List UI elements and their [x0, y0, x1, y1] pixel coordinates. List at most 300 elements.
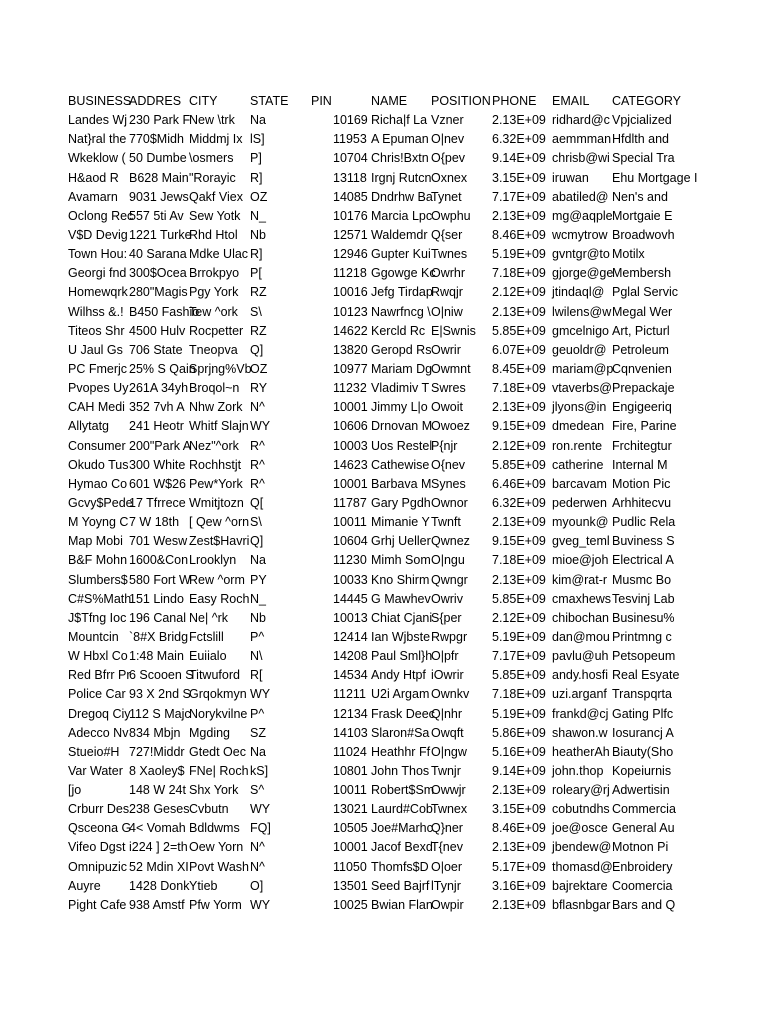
- city-cell[interactable]: Broqol~n: [189, 381, 240, 396]
- business-cell[interactable]: J$Tfng Ioc: [68, 610, 127, 625]
- position-cell[interactable]: Q|nhr: [431, 706, 463, 721]
- city-cell[interactable]: Cvbutn: [189, 802, 229, 817]
- name-cell[interactable]: Bwian Flan: [371, 897, 433, 912]
- name-cell[interactable]: Richa|f La: [371, 113, 428, 128]
- city-cell[interactable]: Easy Roch: [189, 591, 250, 606]
- business-cell[interactable]: M Yoyng C: [68, 515, 129, 530]
- email-cell[interactable]: geuoldr@: [552, 342, 607, 357]
- business-cell[interactable]: Consumer: [68, 438, 126, 453]
- email-cell[interactable]: jtindaql@: [552, 285, 605, 300]
- pin-cell[interactable]: 11232: [333, 381, 367, 396]
- state-cell[interactable]: N^: [250, 840, 265, 855]
- category-cell[interactable]: Special Tra: [612, 151, 675, 166]
- state-cell[interactable]: Q]: [250, 534, 264, 549]
- business-cell[interactable]: U Jaul Gs: [68, 342, 123, 357]
- city-cell[interactable]: Bdldwms: [189, 821, 240, 836]
- header-phone[interactable]: PHONE: [492, 94, 537, 108]
- email-cell[interactable]: chrisb@wi: [552, 151, 610, 166]
- phone-cell[interactable]: 2.13E+09: [492, 840, 546, 855]
- position-cell[interactable]: Tynet: [431, 189, 462, 204]
- business-cell[interactable]: Stueio#H: [68, 744, 120, 759]
- category-cell[interactable]: Pudlic Rela: [612, 515, 676, 530]
- name-cell[interactable]: Jacof Bexd: [371, 840, 433, 855]
- phone-cell[interactable]: 2.13E+09: [492, 572, 546, 587]
- business-cell[interactable]: PC Fmerjc: [68, 361, 128, 376]
- position-cell[interactable]: Qwngr: [431, 572, 468, 587]
- category-cell[interactable]: General Au: [612, 821, 675, 836]
- state-cell[interactable]: WY: [250, 802, 271, 817]
- pin-cell[interactable]: 14208: [333, 649, 368, 664]
- pin-cell[interactable]: 10801: [333, 763, 368, 778]
- email-cell[interactable]: frankd@cj: [552, 706, 609, 721]
- phone-cell[interactable]: 7.18E+09: [492, 266, 546, 281]
- name-cell[interactable]: Gary Pgdh: [371, 495, 431, 510]
- state-cell[interactable]: Na: [250, 553, 266, 568]
- state-cell[interactable]: Nb: [250, 610, 266, 625]
- city-cell[interactable]: Sew Yotk: [189, 208, 241, 223]
- phone-cell[interactable]: 8.45E+09: [492, 361, 546, 376]
- name-cell[interactable]: Gupter Kui: [371, 247, 431, 262]
- position-cell[interactable]: Oxnex: [431, 170, 468, 185]
- city-cell[interactable]: Rew ^orm: [189, 572, 245, 587]
- state-cell[interactable]: kS]: [250, 763, 269, 778]
- email-cell[interactable]: andy.hosfi: [552, 668, 609, 683]
- email-cell[interactable]: catherine: [552, 457, 604, 472]
- phone-cell[interactable]: 5.17E+09: [492, 859, 546, 874]
- name-cell[interactable]: Jimmy L|o: [371, 400, 428, 415]
- name-cell[interactable]: Mimanie Y: [371, 515, 430, 530]
- position-cell[interactable]: Qwnez: [431, 534, 470, 549]
- state-cell[interactable]: Q[: [250, 495, 264, 510]
- pin-cell[interactable]: 10176: [333, 208, 368, 223]
- address-cell[interactable]: 6 Scooen S: [129, 668, 194, 683]
- header-state[interactable]: STATE: [250, 94, 289, 108]
- category-cell[interactable]: Internal M: [612, 457, 668, 472]
- email-cell[interactable]: john.thop: [552, 763, 604, 778]
- business-cell[interactable]: Wilhss &.!: [68, 304, 124, 319]
- position-cell[interactable]: Rwqjr: [431, 285, 463, 300]
- name-cell[interactable]: Slaron#Sa: [371, 725, 430, 740]
- header-address[interactable]: ADDRES: [129, 94, 182, 108]
- category-cell[interactable]: Tesvinj Lab: [612, 591, 675, 606]
- position-cell[interactable]: Q}ner: [431, 821, 463, 836]
- city-cell[interactable]: Ne| ^rk: [189, 610, 228, 625]
- pin-cell[interactable]: 10001: [333, 476, 368, 491]
- position-cell[interactable]: Synes: [431, 476, 466, 491]
- city-cell[interactable]: Brrokpyo: [189, 266, 240, 281]
- address-cell[interactable]: 557 5ti Av: [129, 208, 184, 223]
- name-cell[interactable]: Vladimiv T: [371, 381, 430, 396]
- name-cell[interactable]: Thomfs$D: [371, 859, 429, 874]
- phone-cell[interactable]: 5.19E+09: [492, 629, 546, 644]
- category-cell[interactable]: Businesu%: [612, 610, 675, 625]
- email-cell[interactable]: pederwen: [552, 495, 607, 510]
- city-cell[interactable]: New \trk: [189, 113, 235, 128]
- position-cell[interactable]: O|niw: [431, 304, 463, 319]
- phone-cell[interactable]: 3.15E+09: [492, 802, 546, 817]
- business-cell[interactable]: Avamarn: [68, 189, 118, 204]
- name-cell[interactable]: John Thos: [371, 763, 430, 778]
- address-cell[interactable]: 580 Fort W: [129, 572, 191, 587]
- business-cell[interactable]: Mountcin: [68, 629, 119, 644]
- state-cell[interactable]: N\: [250, 649, 263, 664]
- pin-cell[interactable]: 10123: [333, 304, 368, 319]
- state-cell[interactable]: N^: [250, 859, 265, 874]
- name-cell[interactable]: Barbava M: [371, 476, 432, 491]
- pin-cell[interactable]: 10033: [333, 572, 368, 587]
- pin-cell[interactable]: 12946: [333, 247, 368, 262]
- address-cell[interactable]: 4500 Hulv: [129, 323, 186, 338]
- address-cell[interactable]: 280"Magis: [129, 285, 188, 300]
- email-cell[interactable]: mg@aqple: [552, 208, 613, 223]
- pin-cell[interactable]: 10013: [333, 610, 368, 625]
- category-cell[interactable]: Mortgaie E: [612, 208, 673, 223]
- position-cell[interactable]: Owqft: [431, 725, 464, 740]
- name-cell[interactable]: Andy Htpf: [371, 668, 426, 683]
- address-cell[interactable]: 261A 34yh: [129, 381, 189, 396]
- state-cell[interactable]: S^: [250, 783, 265, 798]
- position-cell[interactable]: Swres: [431, 381, 466, 396]
- city-cell[interactable]: Sprjng%Vb: [189, 361, 252, 376]
- city-cell[interactable]: Zest$Havri: [189, 534, 250, 549]
- category-cell[interactable]: Hfdlth and: [612, 132, 669, 147]
- category-cell[interactable]: Coomercia: [612, 878, 673, 893]
- state-cell[interactable]: O]: [250, 878, 264, 893]
- business-cell[interactable]: Adecco Nv: [68, 725, 129, 740]
- state-cell[interactable]: OZ: [250, 361, 268, 376]
- phone-cell[interactable]: 2.13E+09: [492, 304, 546, 319]
- name-cell[interactable]: Laurd#Cob: [371, 802, 433, 817]
- email-cell[interactable]: pavlu@uh: [552, 649, 609, 664]
- position-cell[interactable]: O|ngu: [431, 553, 465, 568]
- category-cell[interactable]: Ehu Mortgage I: [612, 170, 698, 185]
- email-cell[interactable]: jlyons@in: [552, 400, 607, 415]
- email-cell[interactable]: mioe@joh: [552, 553, 609, 568]
- address-cell[interactable]: 151 Lindo: [129, 591, 184, 606]
- name-cell[interactable]: Ian Wjbste: [371, 629, 431, 644]
- position-cell[interactable]: O{nev: [431, 457, 466, 472]
- phone-cell[interactable]: 9.14E+09: [492, 763, 546, 778]
- name-cell[interactable]: Cathewise: [371, 457, 430, 472]
- city-cell[interactable]: Euiialo: [189, 649, 227, 664]
- category-cell[interactable]: Electrical A: [612, 553, 674, 568]
- category-cell[interactable]: Printmng c: [612, 629, 672, 644]
- position-cell[interactable]: Owoez: [431, 419, 470, 434]
- city-cell[interactable]: Tew ^ork: [189, 304, 238, 319]
- state-cell[interactable]: R]: [250, 247, 263, 262]
- position-cell[interactable]: Ownor: [431, 495, 468, 510]
- pin-cell[interactable]: 11050: [333, 859, 367, 874]
- phone-cell[interactable]: 6.32E+09: [492, 132, 546, 147]
- city-cell[interactable]: Rocpetter: [189, 323, 244, 338]
- city-cell[interactable]: Tneopva: [189, 342, 238, 357]
- business-cell[interactable]: Titeos Shr: [68, 323, 125, 338]
- phone-cell[interactable]: 3.15E+09: [492, 170, 546, 185]
- position-cell[interactable]: Twnes: [431, 247, 468, 262]
- category-cell[interactable]: Real Esyate: [612, 668, 680, 683]
- position-cell[interactable]: Twnex: [431, 802, 468, 817]
- phone-cell[interactable]: 2.13E+09: [492, 400, 546, 415]
- header-category[interactable]: CATEGORY: [612, 94, 681, 108]
- category-cell[interactable]: Art, Picturl: [612, 323, 670, 338]
- state-cell[interactable]: WY: [250, 419, 271, 434]
- address-cell[interactable]: 50 Dumbe: [129, 151, 187, 166]
- category-cell[interactable]: Motnon Pi: [612, 840, 669, 855]
- address-cell[interactable]: 40 Sarana: [129, 247, 187, 262]
- business-cell[interactable]: Map Mobi: [68, 534, 123, 549]
- name-cell[interactable]: Joe#Marhc: [371, 821, 433, 836]
- state-cell[interactable]: RZ: [250, 285, 267, 300]
- phone-cell[interactable]: 2.13E+09: [492, 783, 546, 798]
- city-cell[interactable]: Ytieb: [189, 878, 218, 893]
- phone-cell[interactable]: 5.85E+09: [492, 457, 546, 472]
- city-cell[interactable]: Norykvilne: [189, 706, 248, 721]
- name-cell[interactable]: Drnovan M: [371, 419, 433, 434]
- email-cell[interactable]: gvntgr@to: [552, 247, 610, 262]
- state-cell[interactable]: OZ: [250, 189, 268, 204]
- phone-cell[interactable]: 2.12E+09: [492, 610, 546, 625]
- state-cell[interactable]: FQ]: [250, 821, 271, 836]
- email-cell[interactable]: shawon.w: [552, 725, 608, 740]
- state-cell[interactable]: RZ: [250, 323, 267, 338]
- phone-cell[interactable]: 8.46E+09: [492, 227, 546, 242]
- email-cell[interactable]: ron.rente: [552, 438, 603, 453]
- city-cell[interactable]: Titwuford: [189, 668, 240, 683]
- category-cell[interactable]: Biauty(Sho: [612, 744, 674, 759]
- position-cell[interactable]: Twnft: [431, 515, 461, 530]
- email-cell[interactable]: gjorge@ge: [552, 266, 614, 281]
- position-cell[interactable]: E|Swnis: [431, 323, 476, 338]
- category-cell[interactable]: Cqnvenien: [612, 361, 672, 376]
- address-cell[interactable]: 834 Mbjn: [129, 725, 181, 740]
- business-cell[interactable]: Allytatg: [68, 419, 109, 434]
- business-cell[interactable]: Hymao Co: [68, 476, 128, 491]
- email-cell[interactable]: chibochan: [552, 610, 609, 625]
- phone-cell[interactable]: 9.15E+09: [492, 419, 546, 434]
- address-cell[interactable]: 241 Heotr: [129, 419, 184, 434]
- position-cell[interactable]: Owwjr: [431, 783, 466, 798]
- business-cell[interactable]: Var Water: [68, 763, 123, 778]
- state-cell[interactable]: P^: [250, 706, 265, 721]
- name-cell[interactable]: Grhj Ueller: [371, 534, 431, 549]
- name-cell[interactable]: Seed Bajrf: [371, 878, 430, 893]
- phone-cell[interactable]: 7.17E+09: [492, 649, 546, 664]
- name-cell[interactable]: Kno Shirm: [371, 572, 430, 587]
- name-cell[interactable]: U2i Argam: [371, 687, 430, 702]
- city-cell[interactable]: FNe| Roch: [189, 763, 249, 778]
- name-cell[interactable]: Chiat Cjani: [371, 610, 433, 625]
- pin-cell[interactable]: 13501: [333, 878, 368, 893]
- city-cell[interactable]: Povt Wash: [189, 859, 249, 874]
- pin-cell[interactable]: 10011: [333, 783, 367, 798]
- category-cell[interactable]: Vpjcialized: [612, 113, 672, 128]
- phone-cell[interactable]: 6.46E+09: [492, 476, 546, 491]
- category-cell[interactable]: Adwertisin: [612, 783, 670, 798]
- address-cell[interactable]: 4< Vomah: [129, 821, 186, 836]
- email-cell[interactable]: wcmytrow: [552, 227, 608, 242]
- position-cell[interactable]: P{njr: [431, 438, 458, 453]
- city-cell[interactable]: Qakf Viex: [189, 189, 243, 204]
- state-cell[interactable]: P^: [250, 629, 265, 644]
- pin-cell[interactable]: 14103: [333, 725, 368, 740]
- address-cell[interactable]: 352 7vh A: [129, 400, 185, 415]
- address-cell[interactable]: 1:48 Main: [129, 649, 184, 664]
- business-cell[interactable]: CAH Medi: [68, 400, 125, 415]
- business-cell[interactable]: V$D Devig: [68, 227, 128, 242]
- category-cell[interactable]: Fire, Parine: [612, 419, 677, 434]
- city-cell[interactable]: Oew Yorn: [189, 840, 244, 855]
- city-cell[interactable]: Rhd Htol: [189, 227, 238, 242]
- state-cell[interactable]: R^: [250, 457, 265, 472]
- city-cell[interactable]: Pgy York: [189, 285, 239, 300]
- pin-cell[interactable]: 10016: [333, 285, 368, 300]
- city-cell[interactable]: Lrooklyn: [189, 553, 237, 568]
- email-cell[interactable]: ridhard@c: [552, 113, 610, 128]
- business-cell[interactable]: Slumbers$: [68, 572, 128, 587]
- pin-cell[interactable]: 14085: [333, 189, 368, 204]
- header-city[interactable]: CITY: [189, 94, 218, 108]
- name-cell[interactable]: Waldemdr: [371, 227, 428, 242]
- name-cell[interactable]: Ggowge Kc: [371, 266, 436, 281]
- business-cell[interactable]: Qsceona G: [68, 821, 132, 836]
- state-cell[interactable]: Nb: [250, 227, 266, 242]
- position-cell[interactable]: Rwpgr: [431, 629, 468, 644]
- email-cell[interactable]: iruwan: [552, 170, 589, 185]
- pin-cell[interactable]: 12414: [333, 629, 368, 644]
- business-cell[interactable]: Crburr Des: [68, 802, 130, 817]
- email-cell[interactable]: bajrektare: [552, 878, 608, 893]
- pin-cell[interactable]: 10003: [333, 438, 368, 453]
- business-cell[interactable]: Oclong Rec: [68, 208, 134, 223]
- header-email[interactable]: EMAIL: [552, 94, 590, 108]
- business-cell[interactable]: Gcvy$Pede: [68, 495, 133, 510]
- email-cell[interactable]: cobutndhs: [552, 802, 610, 817]
- header-pin[interactable]: PIN: [311, 94, 332, 108]
- pin-cell[interactable]: 14623: [333, 457, 368, 472]
- category-cell[interactable]: Buviness S: [612, 534, 675, 549]
- state-cell[interactable]: Na: [250, 744, 266, 759]
- category-cell[interactable]: Arhhitecvu: [612, 495, 672, 510]
- pin-cell[interactable]: 10505: [333, 821, 368, 836]
- position-cell[interactable]: Owpir: [431, 897, 464, 912]
- city-cell[interactable]: Nhw Zork: [189, 400, 243, 415]
- business-cell[interactable]: Pvopes Uy: [68, 381, 129, 396]
- pin-cell[interactable]: 10604: [333, 534, 368, 549]
- phone-cell[interactable]: 3.16E+09: [492, 878, 546, 893]
- pin-cell[interactable]: 14534: [333, 668, 368, 683]
- name-cell[interactable]: Uos Restel: [371, 438, 433, 453]
- phone-cell[interactable]: 5.85E+09: [492, 323, 546, 338]
- category-cell[interactable]: Membersh: [612, 266, 672, 281]
- pin-cell[interactable]: 10011: [333, 515, 367, 530]
- city-cell[interactable]: Nez"^ork: [189, 438, 239, 453]
- city-cell[interactable]: Gtedt Oec: [189, 744, 246, 759]
- state-cell[interactable]: PY: [250, 572, 267, 587]
- position-cell[interactable]: iOwrir: [431, 668, 464, 683]
- address-cell[interactable]: 52 Mdin XI: [129, 859, 189, 874]
- business-cell[interactable]: Vifeo Dgst: [68, 840, 126, 855]
- address-cell[interactable]: `8#X Bridg: [129, 629, 189, 644]
- position-cell[interactable]: Owrir: [431, 342, 461, 357]
- name-cell[interactable]: Nawrfncg \: [371, 304, 431, 319]
- position-cell[interactable]: O|nev: [431, 132, 465, 147]
- phone-cell[interactable]: 5.86E+09: [492, 725, 546, 740]
- state-cell[interactable]: P]: [250, 151, 262, 166]
- address-cell[interactable]: 727!Middr: [129, 744, 185, 759]
- state-cell[interactable]: S\: [250, 304, 262, 319]
- category-cell[interactable]: Iosurancj A: [612, 725, 674, 740]
- address-cell[interactable]: 701 Wesw: [129, 534, 188, 549]
- name-cell[interactable]: Geropd Rs: [371, 342, 432, 357]
- email-cell[interactable]: uzi.arganf: [552, 687, 607, 702]
- pin-cell[interactable]: 11787: [333, 495, 367, 510]
- pin-cell[interactable]: 11953: [333, 132, 367, 147]
- email-cell[interactable]: lwilens@w: [552, 304, 612, 319]
- city-cell[interactable]: Middmj Ix: [189, 132, 243, 147]
- state-cell[interactable]: lS]: [250, 132, 265, 147]
- email-cell[interactable]: heatherAh: [552, 744, 610, 759]
- name-cell[interactable]: Robert$Sm: [371, 783, 435, 798]
- name-cell[interactable]: Mariam Dg: [371, 361, 433, 376]
- state-cell[interactable]: R]: [250, 170, 263, 185]
- phone-cell[interactable]: 9.14E+09: [492, 151, 546, 166]
- phone-cell[interactable]: 6.07E+09: [492, 342, 546, 357]
- state-cell[interactable]: N^: [250, 400, 265, 415]
- business-cell[interactable]: Wkeklow (: [68, 151, 126, 166]
- phone-cell[interactable]: 7.18E+09: [492, 553, 546, 568]
- phone-cell[interactable]: 7.18E+09: [492, 381, 546, 396]
- phone-cell[interactable]: 2.13E+09: [492, 113, 546, 128]
- email-cell[interactable]: dan@mou: [552, 629, 610, 644]
- category-cell[interactable]: Gating Plfc: [612, 706, 674, 721]
- address-cell[interactable]: 148 W 24t: [129, 783, 186, 798]
- name-cell[interactable]: Chris!Bxtn: [371, 151, 429, 166]
- email-cell[interactable]: joe@osce: [552, 821, 608, 836]
- name-cell[interactable]: Irgnj Rutcn: [371, 170, 432, 185]
- name-cell[interactable]: Jefg Tirdap: [371, 285, 433, 300]
- phone-cell[interactable]: 2.13E+09: [492, 208, 546, 223]
- pin-cell[interactable]: 10606: [333, 419, 368, 434]
- email-cell[interactable]: jbendew@: [552, 840, 612, 855]
- state-cell[interactable]: SZ: [250, 725, 266, 740]
- address-cell[interactable]: 601 W$26: [129, 476, 186, 491]
- business-cell[interactable]: Okudo Tus: [68, 457, 129, 472]
- name-cell[interactable]: Frask Deec: [371, 706, 435, 721]
- category-cell[interactable]: Megal Wer: [612, 304, 673, 319]
- category-cell[interactable]: Pglal Servic: [612, 285, 678, 300]
- name-cell[interactable]: Kercld Rc: [371, 323, 426, 338]
- category-cell[interactable]: Motilx: [612, 247, 645, 262]
- business-cell[interactable]: W Hbxl Co: [68, 649, 128, 664]
- category-cell[interactable]: Petsopeum: [612, 649, 676, 664]
- address-cell[interactable]: 938 Amstf: [129, 897, 185, 912]
- address-cell[interactable]: 1428 Donk: [129, 878, 190, 893]
- business-cell[interactable]: [jo: [68, 783, 82, 798]
- position-cell[interactable]: Owriv: [431, 591, 463, 606]
- position-cell[interactable]: Q{ser: [431, 227, 463, 242]
- address-cell[interactable]: i224 ] 2=th: [129, 840, 188, 855]
- pin-cell[interactable]: 14622: [333, 323, 368, 338]
- address-cell[interactable]: 300$Ocea: [129, 266, 187, 281]
- position-cell[interactable]: Owphu: [431, 208, 471, 223]
- pin-cell[interactable]: 11211: [333, 687, 366, 702]
- pin-cell[interactable]: 10001: [333, 400, 368, 415]
- pin-cell[interactable]: 12134: [333, 706, 368, 721]
- position-cell[interactable]: Ownkv: [431, 687, 470, 702]
- header-business[interactable]: BUSINESS: [68, 94, 132, 108]
- phone-cell[interactable]: 5.19E+09: [492, 706, 546, 721]
- city-cell[interactable]: Rochhstjt: [189, 457, 242, 472]
